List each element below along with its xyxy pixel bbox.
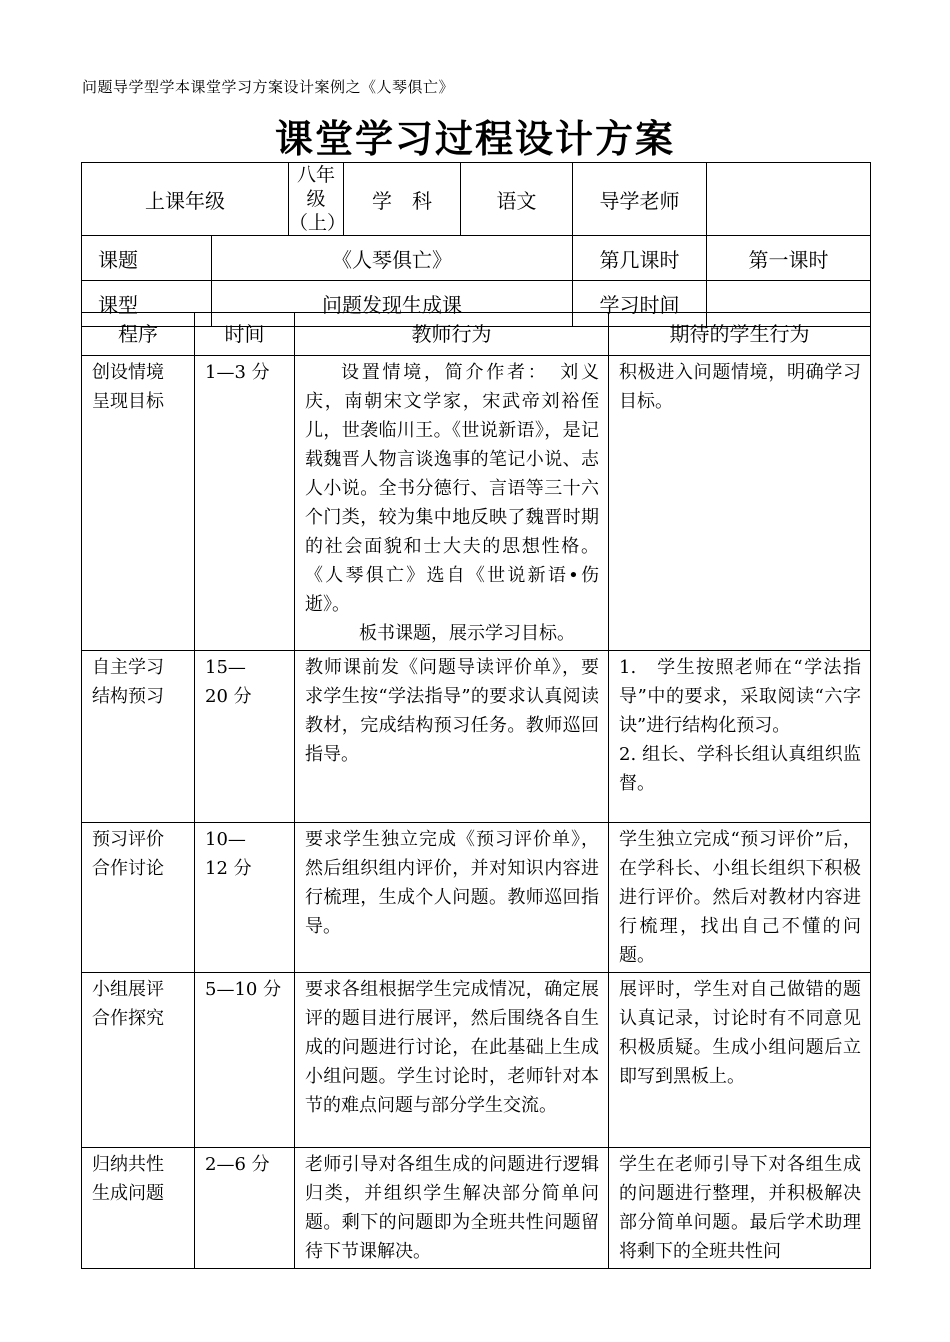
topic-label: 课题 (82, 236, 212, 281)
lesson-info-table (81, 162, 871, 327)
time-cell: 5—10 分 (195, 973, 295, 1148)
stage-text: 创设情境呈现目标 (92, 362, 164, 412)
stage-cell (82, 651, 195, 823)
table-row (82, 973, 871, 1148)
teacher-value (707, 163, 871, 236)
stage-text: 归纳共性生成问题 (92, 1154, 164, 1204)
grade-label: 上课年级 (82, 163, 289, 236)
header-stage: 程序 (82, 313, 195, 356)
teacher-cell (295, 356, 609, 651)
stage-cell (82, 356, 195, 651)
subject-label: 学 科 (344, 163, 461, 236)
process-table (81, 312, 871, 1269)
topic-value: 《人琴俱亡》 (212, 236, 573, 281)
stage-text: 自主学习结构预习 (92, 657, 164, 707)
teacher-text-extra: 板书课题，展示学习目标。 (359, 623, 575, 644)
stage-cell (82, 973, 195, 1148)
period-label: 第几课时 (573, 236, 707, 281)
student-cell: 积极进入问题情境，明确学习目标。 (609, 356, 871, 651)
stage-cell (82, 823, 195, 973)
student-cell: 展评时，学生对自己做错的题认真记录，讨论时有不同意见积极质疑。生成小组问题后立即写到黑板上。 (609, 973, 871, 1148)
student-cell: 学生独立完成“预习评价”后，在学科长、小组长组织下积极进行评价。然后对教材内容进行梳理，找出自己不懂的问题。 (609, 823, 871, 973)
time-cell (195, 651, 295, 823)
table-row (82, 823, 871, 973)
time-cell: 1—3 分 (195, 356, 295, 651)
table-row (82, 1148, 871, 1269)
stage-cell (82, 1148, 195, 1269)
time-text: 10—12 分 (205, 829, 252, 879)
stage-text: 预习评价合作讨论 (92, 829, 164, 879)
student-text-extra: 2. 组长、学科长组认真组织监督。 (619, 744, 861, 794)
subject-value: 语文 (461, 163, 573, 236)
table-row (82, 651, 871, 823)
time-text: 15—20 分 (205, 657, 252, 707)
time-label: 学习时间 (573, 281, 707, 327)
header-student: 期待的学生行为 (609, 313, 871, 356)
header-note: 问题导学型学本课堂学习方案设计案例之《人琴俱亡》 (82, 78, 455, 96)
period-value: 第一课时 (707, 236, 871, 281)
teacher-cell: 教师课前发《问题导读评价单》，要求学生按“学法指导”的要求认真阅读教材，完成结构预习任务。教师巡回指导。 (295, 651, 609, 823)
stage-text: 小组展评合作探究 (92, 979, 164, 1029)
table-row (82, 356, 871, 651)
teacher-cell: 老师引导对各组生成的问题进行逻辑归类，并组织学生解决部分简单问题。剩下的问题即为全班共性问题留待下节课解决。 (295, 1148, 609, 1269)
header-teacher: 教师行为 (295, 313, 609, 356)
type-label: 课型 (82, 281, 212, 327)
time-cell: 2—6 分 (195, 1148, 295, 1269)
time-cell (195, 823, 295, 973)
grade-value: 八年级（上） (289, 164, 347, 234)
teacher-cell: 要求各组根据学生完成情况，确定展评的题目进行展评，然后围绕各自生成的问题进行讨论，在此基础上生成小组问题。学生讨论时，老师针对本节的难点问题与部分学生交流。 (295, 973, 609, 1148)
student-text: 1. 学生按照老师在“学法指导”中的要求，采取阅读“六字诀”进行结构化预习。 (619, 657, 861, 736)
teacher-text: 设置情境，简介作者： 刘义庆，南朝宋文学家，宋武帝刘裕侄儿，世袭临川王。《世说新语》，是记载魏晋人物言谈逸事的笔记小说、志人小说。全书分德行、言语等三十六个门类，较为集中地反映了魏晋时期的社会面貌和士大夫的思想性格。《人琴俱亡》选自《世说新语•伤逝》。 (305, 362, 599, 615)
teacher-label: 导学老师 (573, 163, 707, 236)
student-cell (609, 651, 871, 823)
teacher-cell: 要求学生独立完成《预习评价单》，然后组织组内评价，并对知识内容进行梳理，生成个人问题。教师巡回指导。 (295, 823, 609, 973)
student-cell: 学生在老师引导下对各组生成的问题进行整理，并积极解决部分简单问题。最后学术助理将剩下的全班共性问 (609, 1148, 871, 1269)
type-value: 问题发现生成课 (212, 281, 573, 327)
header-time: 时间 (195, 313, 295, 356)
page-title: 课堂学习过程设计方案 (274, 116, 675, 161)
